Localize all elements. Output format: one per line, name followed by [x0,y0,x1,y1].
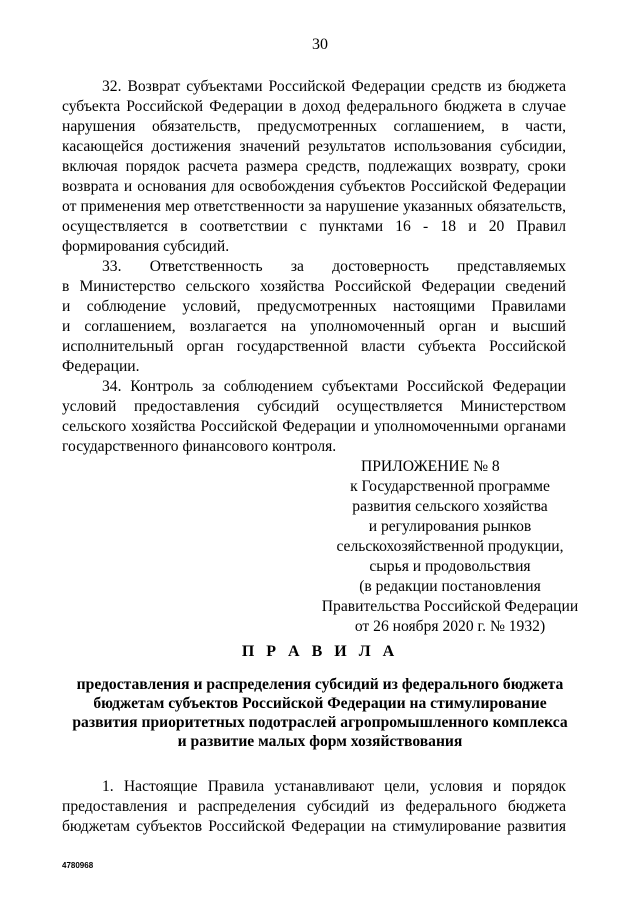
paragraph-line: предоставления и распределения субсидий из федерального бюджета [62,798,566,815]
appendix-line: сельскохозяйственной продукции, [336,538,564,555]
paragraph-line: 33. Ответственность за достоверность представляемых [102,258,566,275]
page-number: 30 [312,36,328,53]
paragraph-line: в Министерство сельского хозяйства Российской Федерации сведений [62,278,566,295]
paragraph-line: Федерации. [62,358,140,375]
paragraph-line: 1. Настоящие Правила устанавливают цели, условия и порядок [102,778,566,795]
appendix-line: сырья и продовольствия [369,558,531,575]
subtitle-line: развития приоритетных подотраслей агропромышленного комплекса [72,714,568,731]
rules-title: П Р А В И Л А [241,643,399,660]
paragraph-line: исполнительный орган государственной власти субъекта Российской [62,338,566,355]
appendix-line: (в редакции постановления [359,578,541,595]
paragraph-line: и соблюдение условий, предусмотренных настоящими Правилами [62,298,566,315]
paragraph-line: от применения мер ответственности за нарушение указанных обязательств, [62,198,566,215]
paragraph-line: касающейся достижения значений результатов использования субсидии, [62,138,566,155]
paragraph-line: и соглашением, возлагается на уполномоченный орган и высший [62,318,566,335]
paragraph-line: 32. Возврат субъектами Российской Федерации средств из бюджета [102,78,566,95]
appendix-line: и регулирования рынков [368,518,532,535]
paragraph-line: 34. Контроль за соблюдением субъектами Российской Федерации [102,378,566,395]
appendix-line: к Государственной программе [350,478,550,495]
paragraph-line: субъекта Российской Федерации в доход федерального бюджета в случае [62,98,566,115]
paragraph-line: осуществляется в соответствии с пунктами 16 - 18 и 20 Правил [62,218,566,235]
appendix-line: Правительства Российской Федерации [321,598,579,615]
document-code: 4780968 [62,861,94,870]
paragraph-line: условий предоставления субсидий осуществляется Министерством [62,398,566,415]
paragraph-line: формирования субсидий. [62,238,230,255]
paragraph-line: бюджетам субъектов Российской Федерации на стимулирование развития [62,818,566,835]
paragraph-line: возврата и основания для освобождения субъектов Российской Федерации [62,178,566,195]
appendix-title: ПРИЛОЖЕНИЕ № 8 [361,458,500,475]
appendix-line: от 26 ноября 2020 г. № 1932) [354,618,546,635]
paragraph-line: сельского хозяйства Российской Федерации и уполномоченными органами [62,418,566,435]
subtitle-line: предоставления и распределения субсидий из федерального бюджета [76,676,564,693]
paragraph-line: государственного финансового контроля. [62,438,337,455]
subtitle-line: и развитие малых форм хозяйствования [177,733,463,750]
paragraph-line: нарушения обязательств, предусмотренных соглашением, в части, [62,118,566,135]
appendix-line: развития сельского хозяйства [352,498,548,515]
subtitle-line: бюджетам субъектов Российской Федерации на стимулирование [93,695,547,712]
paragraph-line: включая порядок расчета размера средств, подлежащих возврату, сроки [62,158,566,175]
